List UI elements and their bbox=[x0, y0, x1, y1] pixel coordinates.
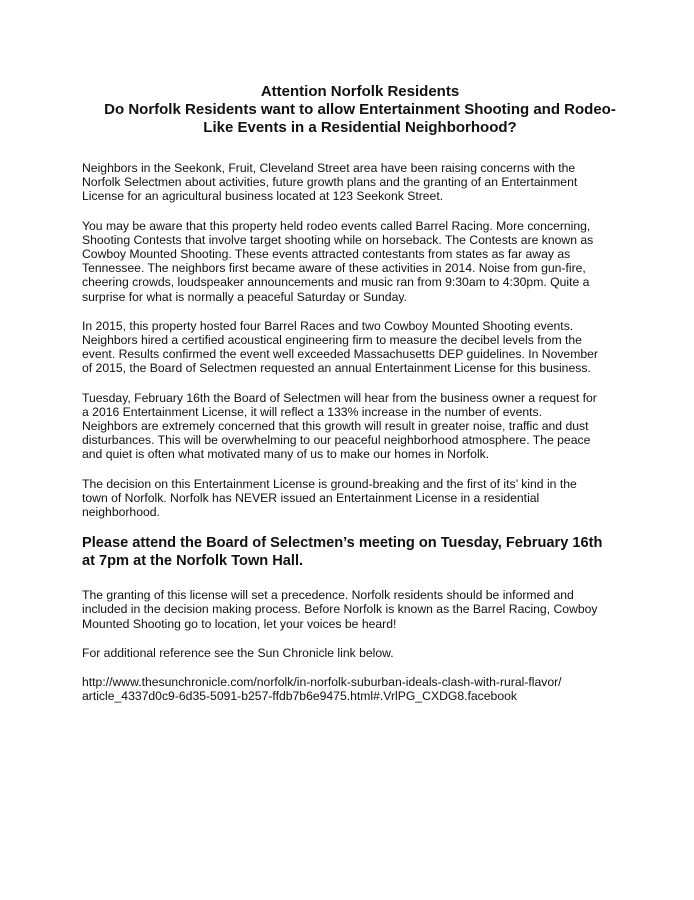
text-line: The decision on this Entertainment License is ground-breaking and the first of its’ kind in the bbox=[82, 476, 577, 491]
title-line-2: Do Norfolk Residents want to allow Entertainment Shooting and Rodeo- bbox=[104, 101, 616, 118]
text-line: Tuesday, February 16th the Board of Selectmen will hear from the business owner a request for bbox=[82, 390, 597, 405]
text-line: Norfolk Selectmen about activities, future growth plans and the granting of an Entertainment bbox=[82, 175, 578, 190]
paragraph-decision bbox=[82, 477, 618, 520]
text-line: included in the decision making process. Before Norfolk is known as the Barrel Racing, Cowboy bbox=[82, 602, 598, 617]
paragraph-intro bbox=[82, 161, 618, 204]
text-line: In 2015, this property hosted four Barrel Races and two Cowboy Mounted Shooting events. bbox=[82, 318, 574, 333]
callout-line: at 7pm at the Norfolk Town Hall. bbox=[82, 553, 304, 570]
text-line: a 2016 Entertainment License, it will reflect a 133% increase in the number of events. bbox=[82, 404, 542, 419]
paragraph-2015-events bbox=[82, 319, 618, 376]
text-line: event. Results confirmed the event well exceeded Massachusetts DEP guidelines. In November bbox=[82, 347, 598, 362]
title-line-3: Like Events in a Residential Neighborhood? bbox=[203, 119, 517, 136]
text-line: and quiet is often what motivated many of us to make our homes in Norfolk. bbox=[82, 447, 490, 462]
text-line: License for an agricultural business located at 123 Seekonk Street. bbox=[82, 189, 444, 204]
url-line: article_4337d0c9-6d35-5091-b257-ffdb7b6e9475.html#.VrlPG_CXDG8.facebook bbox=[82, 689, 517, 704]
text-line: Neighbors in the Seekonk, Fruit, Cleveland Street area have been raising concerns with the bbox=[82, 161, 576, 175]
paragraph-hearing bbox=[82, 391, 618, 462]
document-page bbox=[82, 83, 618, 703]
text-line: Neighbors are extremely concerned that this growth will result in greater noise, traffic and dust bbox=[82, 419, 589, 434]
text-line: For additional reference see the Sun Chronicle link below. bbox=[82, 645, 394, 660]
text-line: disturbances. This will be overwhelming to our peaceful neighborhood atmosphere. The peace bbox=[82, 433, 591, 448]
text-line: town of Norfolk. Norfolk has NEVER issued an Entertainment License in a residential bbox=[82, 490, 540, 505]
text-line: of 2015, the Board of Selectmen requested an annual Entertainment License for this business. bbox=[82, 361, 591, 376]
title-line-1: Attention Norfolk Residents bbox=[260, 83, 460, 100]
paragraph-rodeo-events bbox=[82, 219, 618, 304]
text-line: Tennessee. The neighbors first became aware of these activities in 2014. Noise from gun-fire, bbox=[82, 261, 586, 276]
text-line: Mounted Shooting go to location, let your voices be heard! bbox=[82, 616, 397, 631]
text-line: Neighbors hired a certified acoustical engineering firm to measure the decibel levels from the bbox=[82, 333, 582, 348]
text-line: The granting of this license will set a precedence. Norfolk residents should be informed and bbox=[82, 588, 574, 603]
text-line: surprise for what is normally a peaceful Saturday or Sunday. bbox=[82, 289, 407, 304]
text-line: neighborhood. bbox=[82, 505, 160, 520]
text-line: You may be aware that this property held rodeo events called Barrel Racing. More concerning, bbox=[82, 218, 591, 233]
paragraph-reference bbox=[82, 646, 618, 660]
meeting-callout bbox=[82, 534, 618, 570]
document-title bbox=[92, 83, 628, 137]
url-line: http://www.thesunchronicle.com/norfolk/in-norfolk-suburban-ideals-clash-with-rural-flavor/ bbox=[82, 675, 562, 690]
text-line: Shooting Contests that involve target shooting while on horseback. The Contests are known as bbox=[82, 232, 594, 247]
paragraph-precedence bbox=[82, 588, 618, 631]
reference-url bbox=[82, 675, 618, 703]
callout-line: Please attend the Board of Selectmen’s meeting on Tuesday, February 16th bbox=[82, 535, 603, 552]
text-line: Cowboy Mounted Shooting. These events attracted contestants from states as far away as bbox=[82, 247, 571, 262]
text-line: cheering crowds, loudspeaker announcements and music ran from 9:30am to 4:30pm. Quite a bbox=[82, 275, 590, 290]
